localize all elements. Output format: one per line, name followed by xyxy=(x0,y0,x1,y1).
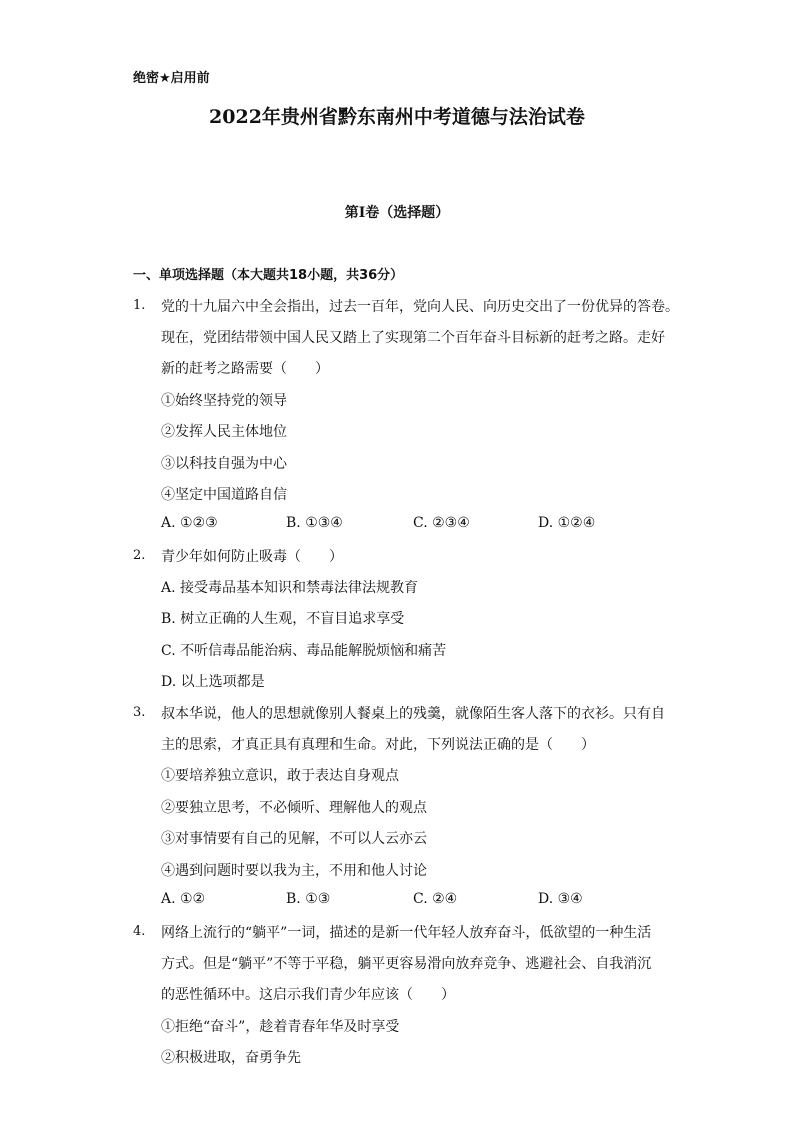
option-c[interactable]: C. 不听信毒品能治病、毒品能解脱烦恼和痛苦 xyxy=(161,643,447,659)
statement-1: ①拒绝“奋斗”，趁着青春年华及时享受 xyxy=(161,1019,400,1035)
section-heading: 一、单项选择题（本大题共18小题，共36分） xyxy=(133,268,404,283)
statement-3: ③以科技自强为中心 xyxy=(161,456,287,472)
question-number: 1. xyxy=(133,298,146,313)
statement-1: ①始终坚持党的领导 xyxy=(161,393,287,409)
secret-label: 绝密★启用前 xyxy=(133,71,210,86)
option-b[interactable]: B. ①③ xyxy=(286,891,331,907)
option-b[interactable]: B. ①③④ xyxy=(286,515,343,531)
statement-2: ②要独立思考，不必倾听、理解他人的观点 xyxy=(161,800,427,816)
statement-4: ④遇到问题时要以我为主，不用和他人讨论 xyxy=(161,863,427,879)
exam-title: 2022年贵州省黔东南州中考道德与法治试卷 xyxy=(209,106,585,128)
option-a[interactable]: A. 接受毒品基本知识和禁毒法律法规教育 xyxy=(161,580,419,596)
statement-3: ③对事情要有自己的见解，不可以人云亦云 xyxy=(161,831,427,847)
statement-2: ②积极进取，奋勇争先 xyxy=(161,1050,301,1066)
option-d[interactable]: D. ③④ xyxy=(538,891,583,907)
question-number: 3. xyxy=(133,705,146,720)
question-number: 4. xyxy=(133,924,146,939)
option-a[interactable]: A. ①②③ xyxy=(161,515,218,531)
question-line: 党的十九届六中全会指出，过去一百年，党向人民、向历史交出了一份优异的答卷。 xyxy=(161,299,679,315)
option-a[interactable]: A. ①② xyxy=(161,891,206,907)
option-c[interactable]: C. ②③④ xyxy=(413,515,470,531)
question-line: 主的思索，才真正具有真理和生命。对此，下列说法正确的是（ ） xyxy=(161,737,595,753)
question-line: 叔本华说，他人的思想就像别人餐桌上的残羹，就像陌生客人落下的衣衫。只有自 xyxy=(161,706,665,722)
option-b[interactable]: B. 树立正确的人生观，不盲目追求享受 xyxy=(161,611,405,627)
question-line: 网络上流行的“躺平”一词，描述的是新一代年轻人放弃奋斗，低欲望的一种生活 xyxy=(161,925,652,941)
question-line: 方式。但是“躺平”不等于平稳，躺平更容易滑向放弃竞争、逃避社会、自我消沉 xyxy=(161,956,652,972)
question-line: 的恶性循环中。这启示我们青少年应该（ ） xyxy=(161,987,455,1003)
option-d[interactable]: D. ①②④ xyxy=(538,515,596,531)
question-line: 现在，党团结带领中国人民又踏上了实现第二个百年奋斗目标新的赶考之路。走好 xyxy=(161,330,665,346)
statement-2: ②发挥人民主体地位 xyxy=(161,424,287,440)
option-d[interactable]: D. 以上选项都是 xyxy=(161,674,265,690)
statement-1: ①要培养独立意识，敢于表达自身观点 xyxy=(161,768,399,784)
question-line: 新的赶考之路需要（ ） xyxy=(161,361,329,377)
statement-4: ④坚定中国道路自信 xyxy=(161,487,287,503)
volume-heading: 第I卷（选择题） xyxy=(344,205,450,221)
question-number: 2. xyxy=(133,548,146,563)
option-c[interactable]: C. ②④ xyxy=(413,891,458,907)
question-line: 青少年如何防止吸毒（ ） xyxy=(161,549,343,565)
